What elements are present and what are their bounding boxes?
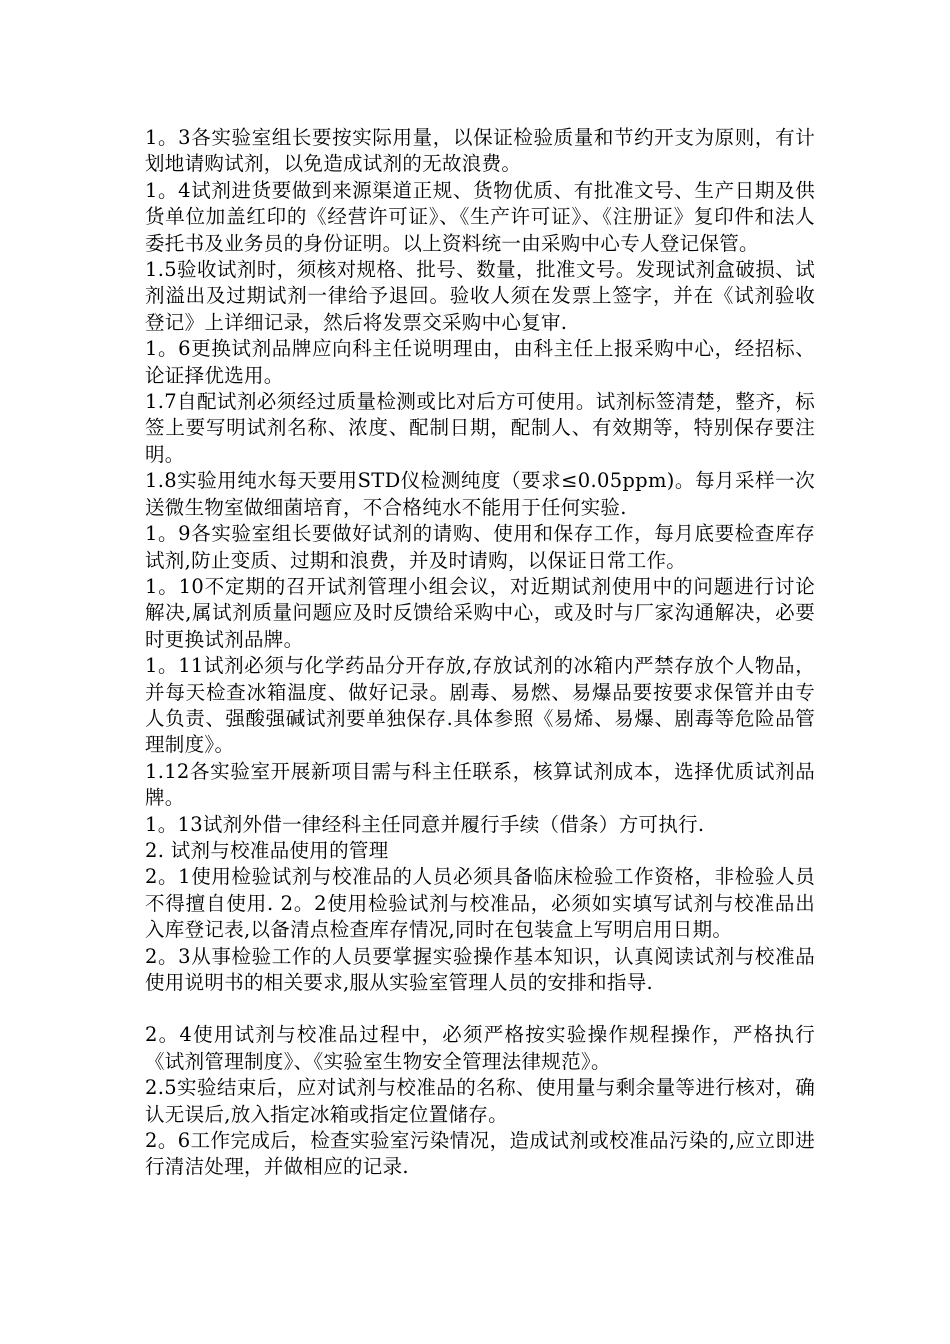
paragraph-2-5: 2.5实验结束后，应对试剂与校准品的名称、使用量与剩余量等进行核对，确认无误后,放入指定冰箱或指定位置储存。 [145,1076,815,1126]
paragraph-1-6: 1。6更换试剂品牌应向科主任说明理由，由科主任上报采购中心，经招标、论证择优选用。 [145,337,815,387]
paragraph-1-13: 1。13试剂外借一律经科主任同意并履行手续（借条）方可执行. [145,812,705,836]
paragraph-2-4: 2。4使用试剂与校准品过程中，必须严格按实验操作规程操作，严格执行《试剂管理制度》、《实验室生物安全管理法律规范》。 [145,1023,815,1073]
paragraph-2-1: 2。1使用检验试剂与校准品的人员必须具备临床检验工作资格，非检验人员不得擅自使用. 2。2使用检验试剂与校准品，必须如实填写试剂与校准品出入库登记表,以备清点检查库存情况,同时在包装盒上写明启用日期。 [145,865,815,942]
paragraph-1-9: 1。9各实验室组长要做好试剂的请购、使用和保存工作，每月底要检查库存试剂,防止变质、过期和浪费，并及时请购，以保证日常工作。 [145,522,815,572]
paragraph-1-11: 1。11试剂必须与化学药品分开存放,存放试剂的冰箱内严禁存放个人物品，并每天检查冰箱温度、做好记录。剧毒、易燃、易爆品要按要求保管并由专人负责、强酸强碱试剂要单独保存.具体参照《易烯、易爆、剧毒等危险品管理制度》。 [145,654,815,757]
paragraph-1-8: 1.8实验用纯水每天要用STD仪检测纯度（要求≤0.05ppm)。每月采样一次送微生物室做细菌培育，不合格纯水不能用于任何实验. [145,469,815,519]
blank-line [145,996,815,1022]
paragraph-1-3: 1。3各实验室组长要按实际用量，以保证检验质量和节约开支为原则，有计划地请购试剂，以免造成试剂的无故浪费。 [145,126,815,176]
paragraph-2-3: 2。3从事检验工作的人员要掌握实验操作基本知识，认真阅读试剂与校准品使用说明书的相关要求,服从实验室管理人员的安排和指导. [145,944,815,994]
paragraph-2-6: 2。6工作完成后，检查实验室污染情况，造成试剂或校准品污染的,应立即进行清洁处理，并做相应的记录. [145,1129,815,1179]
paragraph-1-7: 1.7自配试剂必须经过质量检测或比对后方可使用。试剂标签清楚，整齐，标签上要写明试剂名称、浓度、配制日期，配制人、有效期等，特别保存要注明。 [145,390,815,466]
paragraph-1-5: 1.5验收试剂时，须核对规格、批号、数量，批准文号。发现试剂盒破损、试剂溢出及过期试剂一律给予退回。验收人须在发票上签字，并在《试剂验收登记》上详细记录，然后将发票交采购中心复审. [145,258,815,334]
paragraph-1-10: 1。10不定期的召开试剂管理小组会议，对近期试剂使用中的问题进行讨论解决,属试剂质量问题应及时反馈给采购中心，或及时与厂家沟通解决，必要时更换试剂品牌。 [145,574,815,651]
paragraph-1-12: 1.12各实验室开展新项目需与科主任联系，核算试剂成本，选择优质试剂品牌。 [145,759,815,810]
paragraph-1-4: 1。4试剂进货要做到来源渠道正规、货物优质、有批准文号、生产日期及供货单位加盖红印的《经营许可证》、《生产许可证》、《注册证》复印件和法人委托书及业务员的身份证明。以上资料统一由采购中心专人登记保管。 [145,178,815,255]
section-heading-2: 2. 试剂与校准品使用的管理 [145,838,389,862]
document-body [145,125,815,1181]
